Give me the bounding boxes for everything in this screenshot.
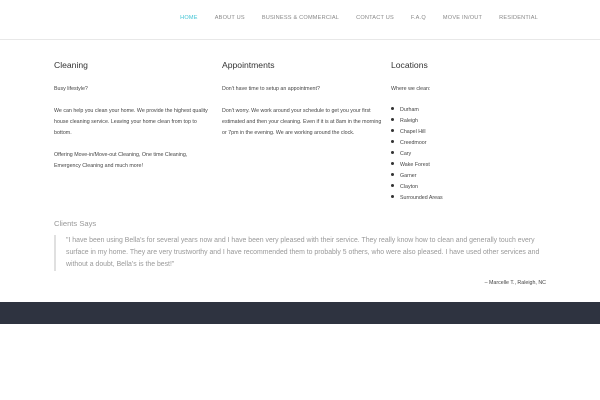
list-item: Wake Forest [391, 160, 551, 171]
testimonial-author: – Marcelle T., Raleigh, NC [484, 280, 546, 286]
list-item: Chapel Hill [391, 127, 551, 138]
nav-residential[interactable]: RESIDENTIAL [499, 15, 538, 21]
list-item: Creedmoor [391, 138, 551, 149]
testimonial-text: "I have been using Bella's for several years now and I have been very pleased with their service. They really know how to clean and generally touch every surface in my home. They are very trustworthy and I have recommended them to probably 5 others, who were also pleased. I have used other services and without a doubt, Bella's is the best!" [66, 237, 540, 268]
site-footer [0, 302, 600, 324]
locations-title: Locations [391, 60, 428, 70]
list-item: Surrounded Areas [391, 193, 551, 204]
nav-business-commercial[interactable]: BUSINESS & COMMERCIAL [261, 15, 340, 21]
bullet-icon [391, 118, 394, 121]
bullet-icon [391, 184, 394, 187]
appointments-description: Don't worry. We work around your schedule to get you your first estimated and then your cleaning. Even if it is at 8am in the morning or 7pm in the evening. We are working around the clock. [222, 107, 382, 136]
locations-list [391, 105, 551, 204]
appointments-title: Appointments [222, 60, 275, 70]
list-item: Raleigh [391, 116, 551, 127]
nav-move-in-out[interactable]: MOVE IN/OUT [442, 15, 483, 21]
nav-faq[interactable]: F.A.Q [410, 15, 426, 21]
nav-home[interactable]: HOME [180, 15, 198, 21]
list-item: Garner [391, 171, 551, 182]
locations-intro: Where we clean: [391, 86, 431, 92]
nav-contact-us[interactable]: CONTACT US [356, 15, 394, 21]
site-header [0, 0, 600, 40]
cleaning-title: Cleaning [54, 60, 88, 70]
bullet-icon [391, 129, 394, 132]
bullet-icon [391, 162, 394, 165]
main-nav [163, 15, 538, 21]
locations-section [391, 60, 551, 204]
appointments-section [222, 60, 382, 150]
bullet-icon [391, 195, 394, 198]
bullet-icon [391, 173, 394, 176]
cleaning-offerings: Offering Move-in/Move-out Cleaning, One time Cleaning, Emergency Cleaning and much more! [54, 151, 188, 169]
cleaning-description: We can help you clean your home. We provide the highest quality house cleaning service. Leaving your home clean from top to bottom. [54, 107, 208, 136]
list-item: Durham [391, 105, 551, 116]
testimonial-quote [54, 235, 548, 271]
list-item: Clayton [391, 182, 551, 193]
nav-about-us[interactable]: ABOUT US [214, 15, 245, 21]
bullet-icon [391, 151, 394, 154]
testimonial-title: Clients Says [54, 219, 97, 228]
bullet-icon [391, 140, 394, 143]
list-item: Cary [391, 149, 551, 160]
bullet-icon [391, 107, 394, 110]
cleaning-section [54, 60, 214, 182]
cleaning-intro: Busy lifestyle? [54, 86, 88, 92]
appointments-intro: Don't have time to setup an appointment? [222, 86, 320, 92]
